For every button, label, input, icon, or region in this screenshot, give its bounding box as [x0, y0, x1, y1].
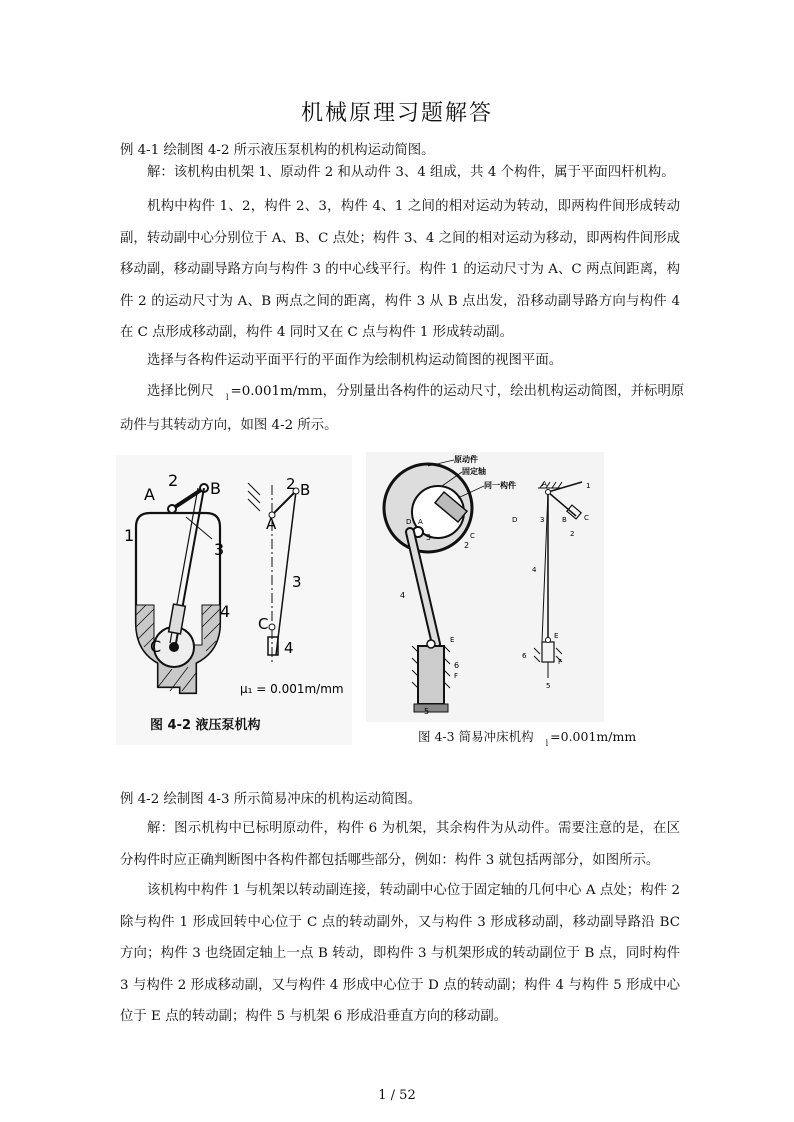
figure-4-3-caption-subscript: l [545, 739, 549, 748]
sketch43-label-a: A [542, 480, 547, 488]
sketch43-label-d: D [512, 516, 518, 524]
ram-5 [418, 646, 444, 704]
label-b: B [210, 479, 221, 498]
figure-4-2-scale: μ₁ = 0.001m/mm [240, 682, 344, 696]
figure-4-3-caption-text: 图 4-3 简易冲床机构 [418, 729, 534, 744]
photo-label-e: E [450, 636, 455, 644]
pivot-a [168, 505, 176, 513]
photo-label-6: 6 [454, 661, 460, 670]
example-4-1-solution-body: 机构中构件 1、2，构件 2、3，构件 4、1 之间的相对运动为转动，即两构件间形成转动副，转动副中心分别位于 A、B、C 点处；构件 3、4 之间的相对运动为移动，即两构件间形成移动副，移动副导路方向与构件 3 的中心线平行。构件 1 的运动尺寸为 A、C 两点间距离，构件 2 的运动尺寸为 A、B 两点之间的距离，构件 3 从 B 点出发，沿移动副导路方向与构件 4 在 C 点形成移动副，构件 4 同时又在 C 点与构件 1 形成转动副。 [120, 199, 680, 340]
sketch43-label-5: 5 [546, 682, 551, 690]
figure-4-3-drawing [366, 452, 604, 722]
sketch43-label-1: 1 [586, 482, 591, 490]
sketch-label-4: 4 [284, 639, 294, 657]
sketch-label-a: A [266, 515, 277, 533]
sketch-label-3: 3 [292, 573, 302, 591]
scale-text-b: =0.001m/mm，分别量出各构件的运动尺寸，绘出机构运动简图，并标明原 [230, 384, 685, 399]
sketch43-label-4: 4 [532, 566, 537, 574]
figure-4-2 [116, 455, 352, 745]
callout-driving-link: 原动件 [454, 455, 478, 464]
example-4-2-solution-intro: 解：图示机构中已标明原动件，构件 6 为机架，其余构件为从动件。需要注意的是，在区分构件时应正确判断图中各构件都包括哪些部分，例如：构件 3 就包括两部分，如图所示。 [120, 821, 680, 868]
page-title: 机械原理习题解答 [300, 101, 493, 126]
example-4-1-scale-line-end: 动件与其转动方向，如图 4-2 所示。 [120, 418, 338, 433]
label-2: 2 [168, 471, 179, 490]
sketch43-label-3: 3 [540, 516, 545, 524]
label-1: 1 [124, 526, 135, 545]
example-4-1-heading: 例 4-1 绘制图 4-2 所示液压泵机构的机构运动简图。 [120, 143, 435, 158]
sketch43-label-2: 2 [570, 530, 575, 538]
figure-4-2-caption: 图 4-2 液压泵机构 [150, 718, 261, 733]
photo-label-5: 5 [424, 707, 430, 716]
scale-subscript: l [225, 393, 229, 402]
figure-4-3-caption-scale: =0.001m/mm [550, 729, 637, 744]
label-a: A [144, 485, 155, 504]
pivot-e [427, 640, 435, 648]
photo-label-c: C [470, 532, 475, 540]
callout-fixed-axle: 固定轴 [462, 467, 486, 476]
photo-label-f: F [454, 672, 459, 680]
example-4-2-heading: 例 4-2 绘制图 4-3 所示简易冲床的机构运动简图。 [120, 792, 422, 807]
page-number: 1 / 52 [378, 1088, 416, 1103]
example-4-1-scale-line [147, 380, 685, 402]
sketch-label-2: 2 [286, 475, 296, 493]
sketch43-label-f: F [558, 658, 563, 666]
photo-label-3: 3 [426, 533, 432, 542]
sketch-label-c: C [258, 615, 269, 633]
photo-label-4: 4 [400, 591, 406, 600]
pivot-c [169, 642, 179, 652]
label-4: 4 [220, 602, 231, 621]
sketch43-label-e: E [554, 632, 559, 640]
example-4-1-solution-intro: 解：该机构由机架 1、原动件 2 和从动件 3、4 组成，共 4 个构件，属于平面四杆机构。 [147, 165, 675, 180]
sketch-pivot-c [269, 624, 275, 630]
example-4-1-view-plane: 选择与各构件运动平面平行的平面作为绘制机构运动简图的视图平面。 [147, 353, 563, 368]
sketch-label-b: B [300, 481, 311, 499]
callout-same-link: 同一构件 [484, 481, 516, 490]
figure-4-3 [366, 452, 604, 722]
sketch43-label-6: 6 [522, 652, 527, 660]
label-3: 3 [214, 540, 225, 559]
example-4-2-solution-body: 该机构中构件 1 与机架以转动副连接，转动副中心位于固定轴的几何中心 A 点处；构件 2 除与构件 1 形成回转中心位于 C 点的转动副外，又与构件 3 形成移动副，移动副导路沿 BC 方向；构件 3 也绕固定轴上一点 B 转动，即构件 3 与机架形成的转动副位于 B 点，同时构件 3 与构件 2 形成移动副，又与构件 4 形成中心位于 D 点的转动副；构件 4 与构件 5 形成中心位于 E 点的转动副；构件 5 与机架 6 形成沿垂直方向的移动副。 [120, 883, 680, 1024]
scale-text-a: 选择比例尺 [147, 384, 214, 399]
sketch43-label-c: C [584, 514, 589, 522]
ram-base [414, 704, 448, 712]
figure-4-3-caption [418, 727, 637, 748]
photo-label-2: 2 [464, 541, 470, 550]
figure-4-2-drawing [116, 455, 352, 745]
label-c: C [150, 637, 162, 656]
photo-label-a: A [418, 518, 423, 526]
sketch43-label-b: B [562, 516, 567, 524]
photo-label-d: D [406, 518, 412, 526]
